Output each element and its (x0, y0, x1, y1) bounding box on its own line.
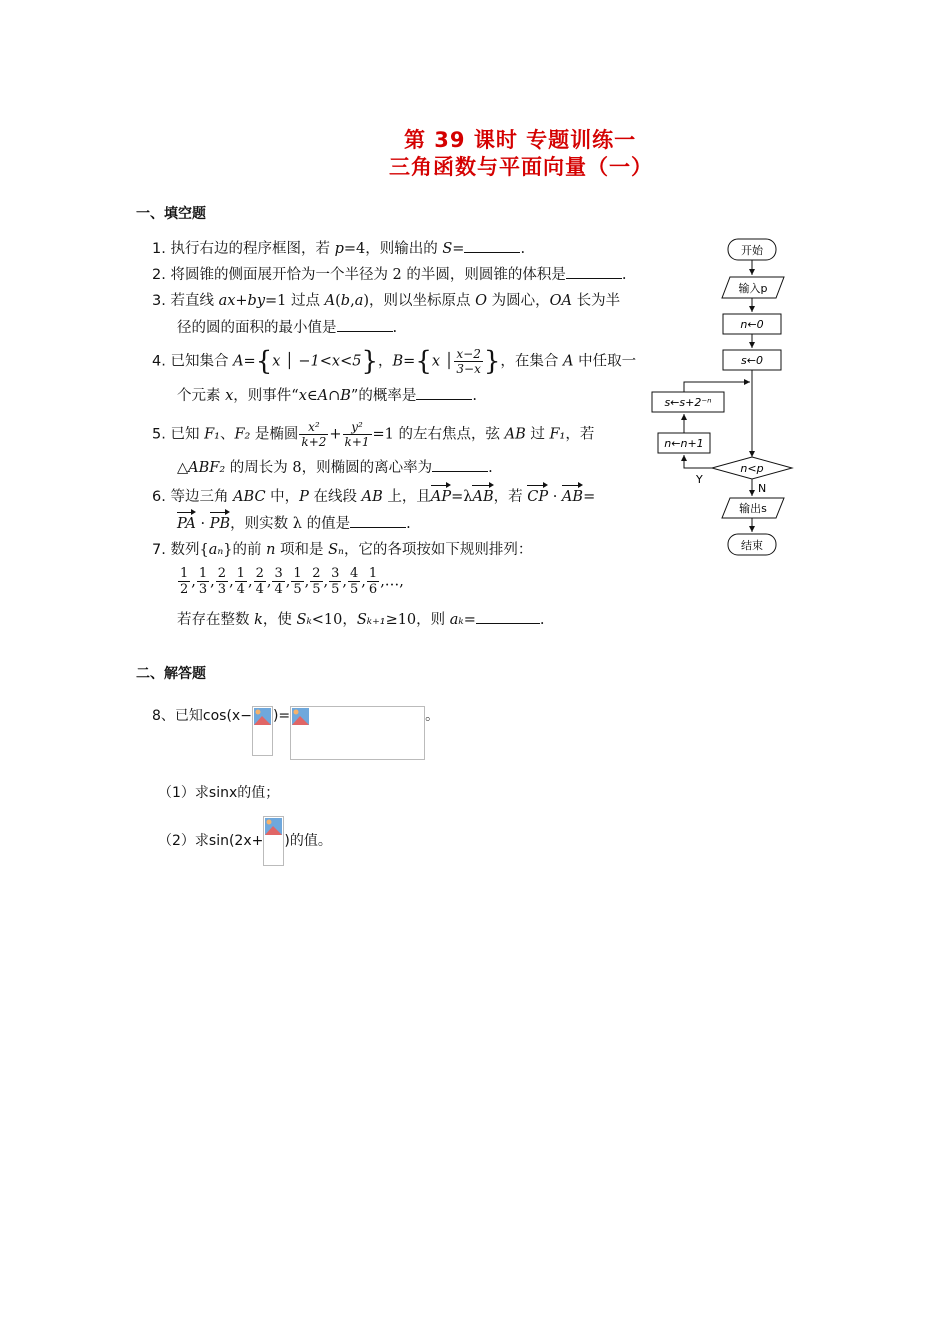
question-2 (152, 264, 627, 285)
sequence-fraction (367, 566, 379, 597)
q4-text-d: 中任取一 (573, 353, 637, 370)
image-placeholder (290, 706, 425, 760)
sequence-ellipsis: ,…, (380, 573, 404, 590)
q6-text-b: 中， (265, 489, 300, 505)
vector-pa: PA (177, 516, 196, 532)
frac-numerator: 3 (274, 566, 283, 581)
q1-var-s: S (442, 241, 453, 257)
question-number: 6. (152, 489, 166, 505)
sequence-comma: , (247, 573, 253, 590)
brace-close: } (483, 346, 501, 377)
frac-numerator: 2 (217, 566, 227, 581)
q2-end: . (621, 267, 627, 283)
q3-text-f: )，则以坐标原点 (363, 293, 476, 309)
q4-set-b: B (392, 353, 404, 370)
sequence-comma: , (342, 573, 348, 590)
q4-eq: = (243, 353, 256, 370)
q7-seq: aₙ (208, 542, 224, 558)
q5-fraction-x (299, 420, 328, 449)
q3-origin: O (475, 293, 487, 309)
flow-init-s-label: s←0 (741, 354, 763, 367)
question-4-line2 (177, 385, 477, 406)
q7-sk1: Sₖ₊₁ (356, 612, 386, 628)
q3-point-a: A (324, 293, 336, 309)
frac-numerator: 1 (180, 566, 189, 581)
sequence-comma: , (304, 573, 310, 590)
question-number: 3. (152, 293, 166, 309)
q7-text-a: 数列{ (170, 542, 209, 558)
q4-event: x∈A∩B (298, 388, 351, 404)
q1-text-d: . (520, 241, 526, 257)
q4-set-a2: A (563, 353, 574, 370)
q7-text-d: ，它的各项按如下规则排列： (343, 542, 533, 558)
frac-denominator: 4 (274, 582, 283, 597)
q4-text-a: 已知集合 (170, 353, 234, 370)
sequence-comma: , (323, 573, 329, 590)
q5-line2b: 的周长为 8，则椭圆的离心率为 (225, 460, 433, 476)
q3-text-h: 长为半 (571, 293, 621, 309)
sequence-comma: , (285, 573, 291, 590)
broken-image-icon (265, 818, 282, 835)
sequence-fraction (235, 566, 247, 597)
q6-text-f: ，则实数 λ 的值是 (230, 516, 351, 532)
q7-end: . (539, 612, 545, 628)
q6-dot: · (548, 489, 562, 505)
q7-line3b: ，使 (262, 612, 297, 628)
frac-denominator: 6 (368, 582, 378, 597)
question-7-line3 (177, 609, 544, 630)
frac-numerator: 1 (236, 566, 245, 581)
frac-denominator: 3 (198, 582, 208, 597)
frac-denominator: 2 (180, 582, 189, 597)
sequence-comma: , (229, 573, 234, 590)
q4-fraction (454, 347, 482, 376)
question-5 (152, 420, 594, 449)
q5-triangle: ABF₂ (188, 460, 226, 476)
q8-sub2a: （2）求sin(2x+ (158, 833, 264, 849)
q4-set-a-def: x │ −1<x<5 (272, 353, 362, 370)
q5-eq: =1 的左右焦点，弦 (372, 426, 505, 443)
frac-denominator: 3−x (456, 362, 481, 376)
frac-numerator: 1 (293, 566, 302, 581)
q3-var-a: a (354, 293, 364, 309)
q7-ak: aₖ (449, 612, 464, 628)
q7-line3a: 若存在整数 (177, 612, 255, 628)
flow-yes-label: Y (696, 473, 703, 486)
question-6 (152, 487, 595, 507)
q6-triangle: ABC (233, 489, 266, 505)
q7-sk: Sₖ (296, 612, 312, 628)
sequence-comma: , (361, 573, 366, 590)
q4-set-a: A (233, 353, 244, 370)
q5-fraction-y (343, 420, 372, 449)
q4-line2a: 个元素 (177, 388, 226, 404)
sequence-fraction (216, 566, 228, 597)
question-8-part-2 (158, 816, 332, 866)
sequence-fraction (291, 566, 303, 597)
answer-blank (464, 238, 520, 253)
q5-line2a: △ (177, 460, 189, 476)
sequence-comma: , (266, 573, 272, 590)
q6-text-e: ，若 (493, 489, 528, 505)
frac-denominator: 4 (236, 582, 245, 597)
q5-text-a: 已知 (170, 426, 205, 443)
q3-line2: 径的圆的面积的最小值是 (177, 320, 337, 336)
q5-focus-2: F₂ (234, 426, 251, 443)
frac-denominator: 3 (217, 582, 227, 597)
q8-text-a: 8、已知cos(x− (152, 708, 252, 724)
flow-update-s-label: s←s+2⁻ⁿ (664, 396, 712, 409)
sequence-fraction (310, 566, 322, 597)
frac-numerator: 2 (255, 566, 264, 581)
frac-numerator: 1 (368, 566, 378, 581)
q4-line2c: ”的概率是 (350, 388, 417, 404)
q5-text-e: ，若 (565, 426, 595, 443)
sequence-fraction (197, 566, 209, 597)
frac-numerator: x² (299, 420, 328, 435)
question-5-line2 (177, 457, 493, 478)
q4-end: . (472, 388, 477, 404)
q3-text-b: + (235, 293, 248, 309)
frac-denominator: 5 (293, 582, 302, 597)
q6-dot2: · (195, 516, 210, 532)
question-3 (152, 291, 620, 311)
vector-ab: AB (561, 489, 584, 505)
flow-init-n-label: n←0 (740, 318, 764, 331)
q4-text-b: ， (378, 353, 393, 370)
section-solve: 二、解答题 (136, 666, 206, 682)
frac-numerator: 3 (331, 566, 340, 581)
question-number: 5. (152, 426, 166, 443)
q5-text-b: 、 (219, 426, 235, 443)
sequence-terms (177, 566, 404, 597)
frac-numerator: y² (343, 420, 372, 435)
q1-text-b: =4，则输出的 (343, 241, 443, 257)
sequence-fraction (329, 566, 341, 597)
frac-denominator: k+2 (301, 435, 327, 449)
question-8 (152, 706, 439, 760)
question-6-line2 (177, 513, 411, 534)
frac-numerator: 4 (350, 566, 359, 581)
q6-eq2: = (583, 489, 596, 505)
q3-var-b: b (340, 293, 351, 309)
q4-eq2: = (403, 353, 416, 370)
q7-text-c: 项和是 (275, 542, 329, 558)
flow-no-label: N (758, 482, 767, 495)
question-4: 4. 已知集合 A={x │ −1<x<5}，B={x │ $\frac{x-2}{3-x}$ }，在集合 A 中任取一 (152, 346, 637, 377)
question-number: 7. (152, 542, 166, 558)
answer-blank (350, 513, 406, 528)
program-flowchart (650, 232, 800, 562)
image-placeholder (263, 816, 284, 866)
sequence-fraction (178, 566, 190, 597)
q5-focus-1: F₁ (204, 426, 220, 443)
question-7 (152, 540, 532, 560)
sequence-comma: , (191, 573, 196, 590)
flow-update-n-label: n←n+1 (664, 437, 704, 450)
q5-chord: AB (504, 426, 526, 443)
q6-segment: AB (361, 489, 383, 505)
q6-text-d: 上，且 (382, 489, 431, 505)
q6-end: . (406, 516, 411, 532)
vector-pb: PB (209, 516, 231, 532)
question-3-line2 (177, 317, 397, 338)
q4-var-x: x (431, 353, 441, 370)
q7-line3d: ≥10，则 (385, 612, 450, 628)
q3-segment-oa: OA (549, 293, 572, 309)
section-fill-in: 一、填空题 (136, 206, 206, 222)
frac-denominator: 5 (331, 582, 340, 597)
q6-point-p: P (299, 489, 309, 505)
flow-end-label: 结束 (741, 539, 763, 552)
q4-var-xx: x (225, 388, 234, 404)
q3-text-e: , (350, 293, 355, 309)
q5-plus: + (329, 426, 342, 443)
q5-focus-1b: F₁ (549, 426, 566, 443)
q4-line2b: ，则事件“ (233, 388, 299, 404)
question-1 (152, 238, 525, 259)
q8-sub2b: )的值。 (284, 833, 332, 849)
frac-numerator: 2 (312, 566, 321, 581)
page-title-line2: 三角函数与平面向量（一） (389, 155, 653, 179)
q7-line3c: <10， (311, 612, 357, 628)
question-number: 1. (152, 241, 166, 257)
frac-denominator: k+1 (344, 435, 370, 449)
q8-end: 。 (425, 708, 440, 724)
answer-blank (476, 609, 540, 624)
sequence-comma: , (210, 573, 215, 590)
q6-eq: =λ (451, 489, 473, 505)
frac-numerator: x−2 (456, 347, 481, 361)
q3-text-c: =1 过点 (265, 293, 325, 309)
q2-text: 将圆锥的侧面展开恰为一个半径为 2 的半圆，则圆锥的体积是 (170, 267, 566, 283)
q7-text-b: }的前 (223, 542, 267, 558)
broken-image-icon (254, 708, 271, 725)
vector-ap: AP (430, 489, 452, 505)
frac-denominator: 5 (350, 582, 359, 597)
frac-numerator: 1 (198, 566, 208, 581)
image-placeholder (252, 706, 273, 756)
page-title-line1: 第 39 课时 专题训练一 (404, 128, 637, 152)
q6-text-a: 等边三角 (170, 489, 234, 505)
q1-var-p: p (334, 241, 344, 257)
sequence-fraction (272, 566, 284, 597)
flow-start-label: 开始 (741, 244, 763, 257)
answer-blank (432, 457, 488, 472)
q7-var-k: k (254, 612, 263, 628)
q7-var-n: n (266, 542, 276, 558)
flow-input-label: 输入p (738, 282, 768, 295)
flow-output-label: 输出s (739, 502, 767, 515)
q8-text-b: )= (272, 708, 291, 724)
q3-text-d: ( (335, 293, 341, 309)
brace-open: { (255, 346, 273, 377)
broken-image-icon (292, 708, 309, 725)
q6-text-c: 在线段 (308, 489, 362, 505)
q1-text-a: 执行右边的程序框图，若 (170, 241, 335, 257)
q3-text-a: 若直线 (170, 293, 219, 309)
sequence-fraction (348, 566, 360, 597)
q7-line3e: = (463, 612, 476, 628)
q3-expr-by: by (247, 293, 266, 309)
frac-denominator: 5 (312, 582, 321, 597)
answer-blank (337, 317, 393, 332)
sequence-fraction (254, 566, 266, 597)
vector-ab: AB (472, 489, 494, 505)
q5-text-d: 过 (525, 426, 550, 443)
brace-close: } (361, 346, 378, 377)
frac-denominator: 4 (255, 582, 264, 597)
q5-end: . (488, 460, 493, 476)
q1-text-c: = (452, 241, 465, 257)
vector-cp: CP (527, 489, 549, 505)
q3-end: . (392, 320, 398, 336)
answer-blank (566, 264, 622, 279)
q3-text-g: 为圆心， (487, 293, 550, 309)
q4-text-c: ，在集合 (500, 353, 564, 370)
question-8-part-1: （1）求sinx的值； (158, 785, 280, 801)
brace-open: { (415, 346, 432, 377)
question-number: 2. (152, 267, 166, 283)
q3-expr-ax: ax (218, 293, 236, 309)
q7-sum: Sₙ (328, 542, 344, 558)
flow-condition-label: n<p (740, 462, 764, 475)
answer-blank (416, 385, 472, 400)
question-number: 4. (152, 353, 166, 370)
q5-text-c: 是椭圆 (250, 426, 299, 443)
